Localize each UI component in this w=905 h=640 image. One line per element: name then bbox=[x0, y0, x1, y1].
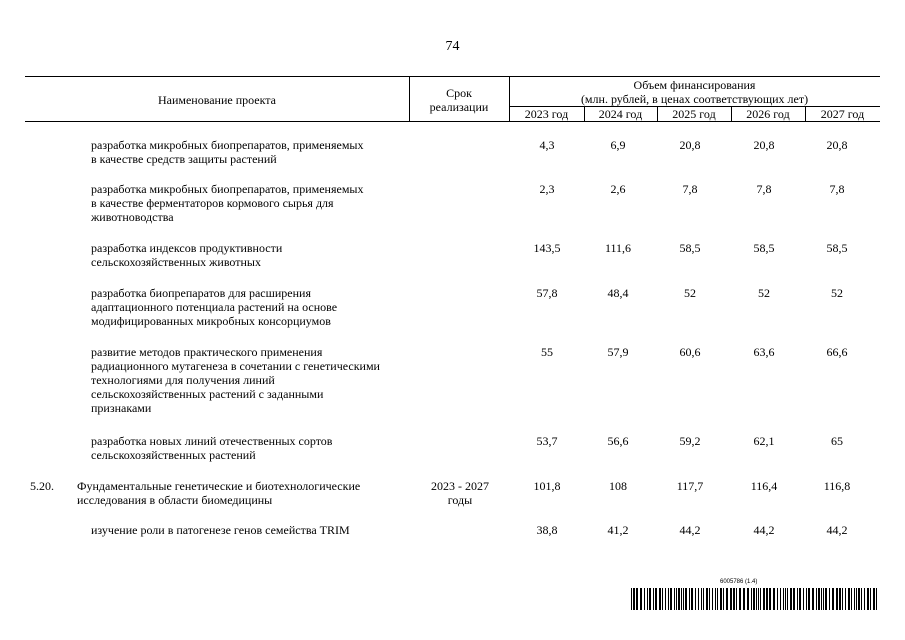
funding-value: 53,7 bbox=[536, 434, 558, 448]
header-funding-line: (млн. рублей, в ценах соответствующих лет) bbox=[580, 92, 809, 106]
barcode bbox=[631, 588, 879, 610]
funding-value: 41,2 bbox=[607, 523, 629, 537]
funding-value: 44,2 bbox=[826, 523, 848, 537]
project-name-line: исследования в области биомедицины bbox=[77, 493, 273, 507]
table-top-rule bbox=[25, 76, 880, 77]
funding-value: 20,8 bbox=[753, 138, 775, 152]
funding-value: 116,4 bbox=[750, 479, 778, 493]
header-term-col bbox=[409, 86, 509, 114]
funding-value: 52 bbox=[831, 286, 843, 300]
funding-value: 57,9 bbox=[607, 345, 629, 359]
funding-value: 4,3 bbox=[539, 138, 555, 152]
funding-value: 111,6 bbox=[604, 241, 632, 255]
project-name bbox=[91, 286, 337, 328]
header-name-col: Наименование проекта bbox=[157, 93, 277, 107]
project-name bbox=[91, 182, 363, 224]
funding-value: 2,3 bbox=[539, 182, 555, 196]
header-term-line: реализации bbox=[429, 100, 489, 114]
funding-value: 7,8 bbox=[682, 182, 698, 196]
funding-value: 62,1 bbox=[753, 434, 775, 448]
header-funding-line: Объем финансирования bbox=[633, 78, 756, 92]
funding-value: 6,9 bbox=[610, 138, 626, 152]
funding-value: 116,8 bbox=[823, 479, 851, 493]
funding-value: 20,8 bbox=[679, 138, 701, 152]
project-name-line: адаптационного потенциала растений на основе bbox=[91, 300, 338, 314]
project-name-line: разработка биопрепаратов для расширения bbox=[91, 286, 311, 300]
project-name bbox=[91, 345, 380, 415]
funding-value: 7,8 bbox=[829, 182, 845, 196]
project-name-line: разработка индексов продуктивности bbox=[91, 241, 283, 255]
header-year: 2024 год bbox=[598, 107, 643, 121]
funding-value: 58,5 bbox=[679, 241, 701, 255]
row-number: 5.20. bbox=[30, 479, 54, 493]
funding-value: 44,2 bbox=[753, 523, 775, 537]
project-name-line: сельскохозяйственных растений bbox=[91, 448, 256, 462]
header-year: 2025 год bbox=[672, 107, 716, 121]
project-name-line: в качестве средств защиты растений bbox=[91, 152, 277, 166]
barcode-caption: 6005786 (1.4) bbox=[720, 579, 758, 585]
project-name bbox=[77, 479, 360, 507]
page-number: 74 bbox=[445, 39, 460, 54]
project-name-line: технологиями для получения линий bbox=[91, 373, 275, 387]
project-name-line: разработка новых линий отечественных сортов bbox=[91, 434, 333, 448]
header-funding bbox=[509, 78, 880, 106]
project-name-line: Фундаментальные генетические и биотехнологические bbox=[77, 479, 361, 493]
funding-value: 117,7 bbox=[676, 479, 704, 493]
project-name-line: разработка микробных биопрепаратов, применяемых bbox=[91, 182, 364, 196]
funding-value: 143,5 bbox=[533, 241, 561, 255]
project-name bbox=[91, 241, 282, 269]
header-term-line: Срок bbox=[446, 86, 472, 100]
project-name-line: радиационного мутагенеза в сочетании с генетическими bbox=[91, 359, 380, 373]
funding-value: 2,6 bbox=[610, 182, 626, 196]
funding-value: 57,8 bbox=[536, 286, 558, 300]
funding-value: 48,4 bbox=[607, 286, 629, 300]
header-year: 2026 год bbox=[746, 107, 790, 121]
project-term-line: 2023 - 2027 bbox=[431, 479, 489, 493]
header-bottom-rule bbox=[25, 121, 880, 122]
funding-value: 52 bbox=[684, 286, 696, 300]
project-name-line: животноводства bbox=[91, 210, 174, 224]
funding-value: 44,2 bbox=[679, 523, 701, 537]
project-name-line: признаками bbox=[91, 401, 152, 415]
funding-value: 58,5 bbox=[826, 241, 848, 255]
funding-value: 20,8 bbox=[826, 138, 848, 152]
header-year: 2023 год bbox=[524, 107, 569, 121]
project-name bbox=[91, 138, 363, 166]
funding-value: 65 bbox=[831, 434, 843, 448]
header-year: 2027 год bbox=[820, 107, 865, 121]
funding-value: 63,6 bbox=[753, 345, 775, 359]
project-name-line: развитие методов практического применения bbox=[91, 345, 323, 359]
project-name-line: сельскохозяйственных растений с заданными bbox=[91, 387, 324, 401]
project-name-line: изучение роли в патогенезе генов семейства TRIM bbox=[91, 523, 350, 537]
funding-value: 59,2 bbox=[679, 434, 701, 448]
project-term-line: годы bbox=[447, 493, 473, 507]
project-name bbox=[91, 434, 332, 462]
funding-value: 7,8 bbox=[756, 182, 772, 196]
project-name-line: модифицированных микробных консорциумов bbox=[91, 314, 331, 328]
funding-value: 108 bbox=[609, 479, 627, 493]
funding-value: 56,6 bbox=[607, 434, 629, 448]
funding-value: 52 bbox=[758, 286, 770, 300]
project-name bbox=[91, 523, 350, 537]
funding-value: 58,5 bbox=[753, 241, 775, 255]
project-name-line: разработка микробных биопрепаратов, применяемых bbox=[91, 138, 364, 152]
project-name-line: сельскохозяйственных животных bbox=[91, 255, 261, 269]
funding-value: 38,8 bbox=[536, 523, 558, 537]
project-term bbox=[412, 479, 508, 507]
funding-value: 66,6 bbox=[826, 345, 848, 359]
funding-value: 60,6 bbox=[679, 345, 701, 359]
funding-value: 55 bbox=[541, 345, 553, 359]
project-name-line: в качестве ферментаторов кормового сырья для bbox=[91, 196, 334, 210]
funding-value: 101,8 bbox=[533, 479, 561, 493]
